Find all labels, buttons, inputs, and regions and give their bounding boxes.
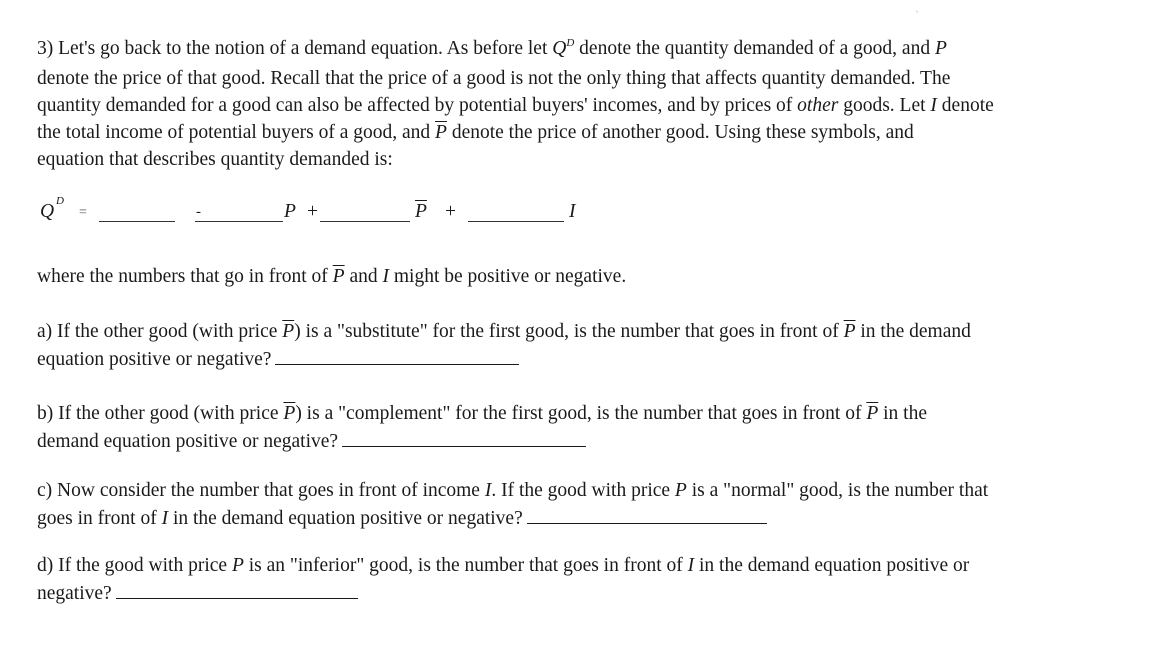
- stray-mark: ˎ: [915, 2, 920, 13]
- intro-line-3: quantity demanded for a good can also be affected by potential buyers' incomes, and by prices of other goods. Let I denote: [37, 95, 994, 116]
- equation-lhs-superscript: D: [56, 195, 64, 207]
- pbar-symbol: $\overline{P}$: [866, 403, 879, 424]
- question-c: c) Now consider the number that goes in front of income I. If the good with price P is a "normal" good, is the number that goes in front of I in the demand equation positive or negative?: [37, 480, 989, 529]
- blank-p-coefficient[interactable]: [195, 221, 283, 222]
- i-symbol: I: [382, 266, 389, 287]
- intro-line-2: denote the price of that good. Recall that the price of a good is not the only thing that affects quantity demanded. The: [37, 68, 951, 89]
- question-d: d) If the good with price P is an "inferior" good, is the number that goes in front of I in the demand equation positive or negative?: [37, 555, 970, 604]
- question-a: a) If the other good (with price $\overline{P}$) is a "substitute" for the first good, is the number that goes in front of $\overline{P}$ in the demand equation positive or negative?: [37, 321, 971, 370]
- intro-line-4: the total income of potential buyers of a good, and $\overline{P}$ denote the price of another good. Using these symbols, and: [37, 122, 914, 143]
- equation-equals: =: [79, 205, 87, 220]
- question-b: b) If the other good (with price $\overline{P}$) is a "complement" for the first good, is the number that goes in front of $\overline{P}$ in the demand equation positive or negative?: [37, 403, 927, 452]
- p-symbol: P: [934, 38, 947, 59]
- blank-i-coefficient[interactable]: [468, 221, 564, 222]
- i-symbol: I: [161, 508, 169, 529]
- intro-line-5: equation that describes quantity demanded is:: [37, 149, 393, 170]
- answer-blank-a[interactable]: [275, 345, 519, 365]
- note-paragraph: where the numbers that go in front of $\overline{P}$ and I might be positive or negative.: [37, 266, 627, 287]
- q-superscript: D: [566, 37, 575, 49]
- equation-i: I: [569, 201, 576, 222]
- answer-blank-d[interactable]: [116, 579, 358, 599]
- pbar-symbol: $\overline{P}$: [283, 403, 296, 424]
- blank-pbar-coefficient[interactable]: [320, 221, 410, 222]
- equation-lhs: Q: [40, 201, 55, 222]
- equation-plus-1: +: [307, 201, 318, 222]
- intro-paragraph: [37, 35, 994, 173]
- equation-plus-2: +: [445, 201, 456, 222]
- equation-minus: -: [196, 204, 201, 220]
- i-symbol: I: [930, 95, 937, 116]
- q-symbol: Q: [552, 38, 567, 59]
- pbar-symbol: $\overline{P}$: [332, 266, 345, 287]
- equation-pbar: $\overline{P}$: [415, 201, 427, 222]
- i-symbol: I: [484, 480, 492, 501]
- other-emphasis: other: [797, 95, 839, 116]
- pbar-symbol: $\overline{P}$: [282, 321, 295, 342]
- pbar-symbol: $\overline{P}$: [843, 321, 856, 342]
- answer-blank-b[interactable]: [342, 427, 586, 447]
- intro-line-1: 3) Let's go back to the notion of a demand equation. As before let $Q^D$ denote the quantity demanded of a good, and P: [37, 37, 947, 59]
- i-symbol: I: [687, 555, 695, 576]
- blank-constant[interactable]: [99, 221, 175, 222]
- p-symbol: P: [231, 555, 244, 576]
- pbar-symbol: $\overline{P}$: [435, 122, 447, 143]
- p-symbol: P: [674, 480, 687, 501]
- equation-p: P: [284, 201, 296, 222]
- answer-blank-c[interactable]: [527, 504, 767, 524]
